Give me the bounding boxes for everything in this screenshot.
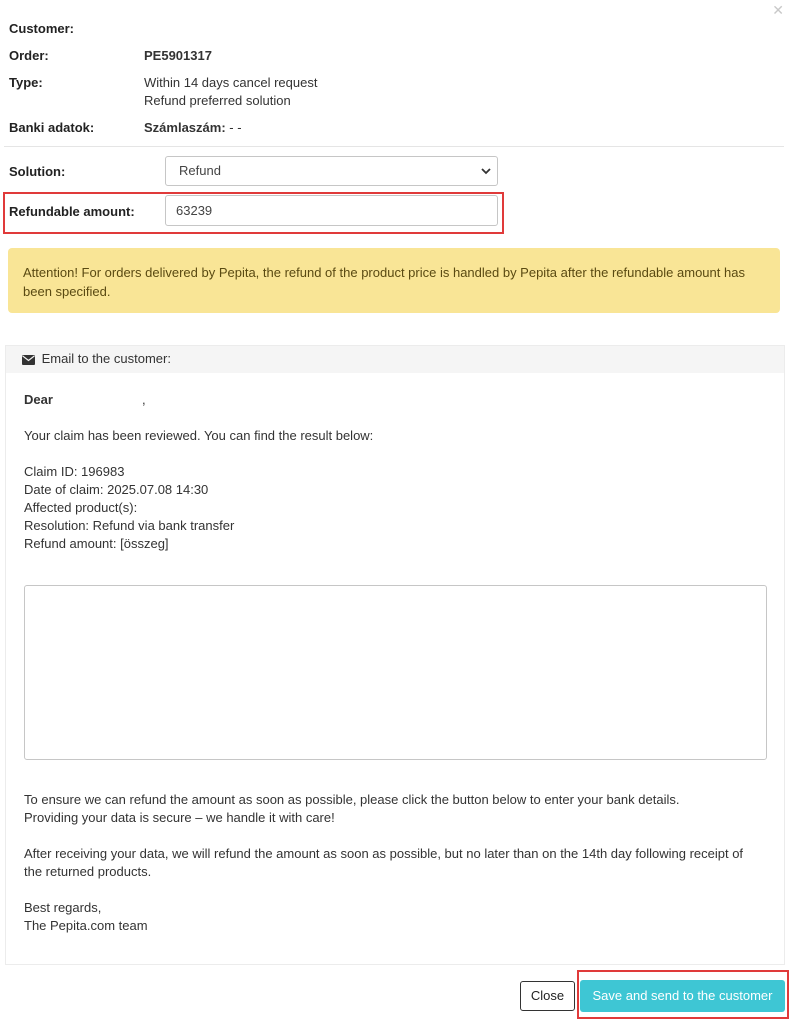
bank-details — [144, 119, 242, 137]
bank-label: Banki adatok: — [9, 120, 95, 135]
close-icon[interactable]: ✕ — [772, 2, 784, 18]
email-panel-title: Email to the customer: — [41, 351, 171, 366]
close-button[interactable]: Close — [520, 981, 575, 1011]
team-signature: The Pepita.com team — [24, 918, 148, 933]
date-of-claim: Date of claim: 2025.07.08 14:30 — [24, 482, 209, 497]
email-intro: Your claim has been reviewed. You can find the result below: — [24, 428, 374, 443]
type-line-1: Within 14 days cancel request — [144, 75, 318, 90]
refundable-amount-label: Refundable amount: — [9, 204, 135, 219]
ensure-line-1: To ensure we can refund the amount as soon as possible, please click the button below to enter your bank details. — [24, 792, 680, 807]
claim-id: Claim ID: 196983 — [24, 464, 125, 479]
best-regards: Best regards, — [24, 900, 102, 915]
chevron-down-icon — [481, 157, 491, 185]
save-and-send-button[interactable]: Save and send to the customer — [580, 980, 785, 1012]
envelope-icon — [22, 351, 42, 366]
refund-amount: Refund amount: [összeg] — [24, 536, 169, 551]
type-line-2: Refund preferred solution — [144, 93, 291, 108]
solution-label: Solution: — [9, 164, 66, 179]
email-panel — [5, 345, 785, 965]
email-greeting — [24, 391, 53, 409]
email-panel-header — [6, 346, 784, 373]
greeting-word: Dear — [24, 392, 53, 407]
affected-products: Affected product(s): — [24, 500, 138, 515]
refundable-amount-input[interactable]: 63239 — [165, 195, 498, 226]
solution-selected-value: Refund — [179, 163, 221, 178]
type-label: Type: — [9, 75, 43, 90]
attention-alert: Attention! For orders delivered by Pepita, the refund of the product price is handled by Pepita after the refundable amount has been specified. — [8, 248, 780, 313]
resolution: Resolution: Refund via bank transfer — [24, 518, 235, 533]
after-line-1: After receiving your data, we will refund the amount as soon as possible, but no later than on the 14th day following receipt of — [24, 846, 744, 861]
customer-label: Customer: — [9, 21, 75, 36]
solution-select[interactable] — [165, 156, 498, 186]
order-label: Order: — [9, 48, 49, 63]
bank-key: Számlaszám: — [144, 120, 226, 135]
after-line-2: the returned products. — [24, 864, 152, 879]
divider — [4, 146, 784, 147]
bank-value: - - — [225, 120, 242, 135]
ensure-line-2: Providing your data is secure – we handle it with care! — [24, 810, 335, 825]
email-message-textarea[interactable] — [24, 585, 767, 760]
order-value: PE5901317 — [144, 48, 212, 63]
greeting-comma: , — [142, 392, 146, 407]
